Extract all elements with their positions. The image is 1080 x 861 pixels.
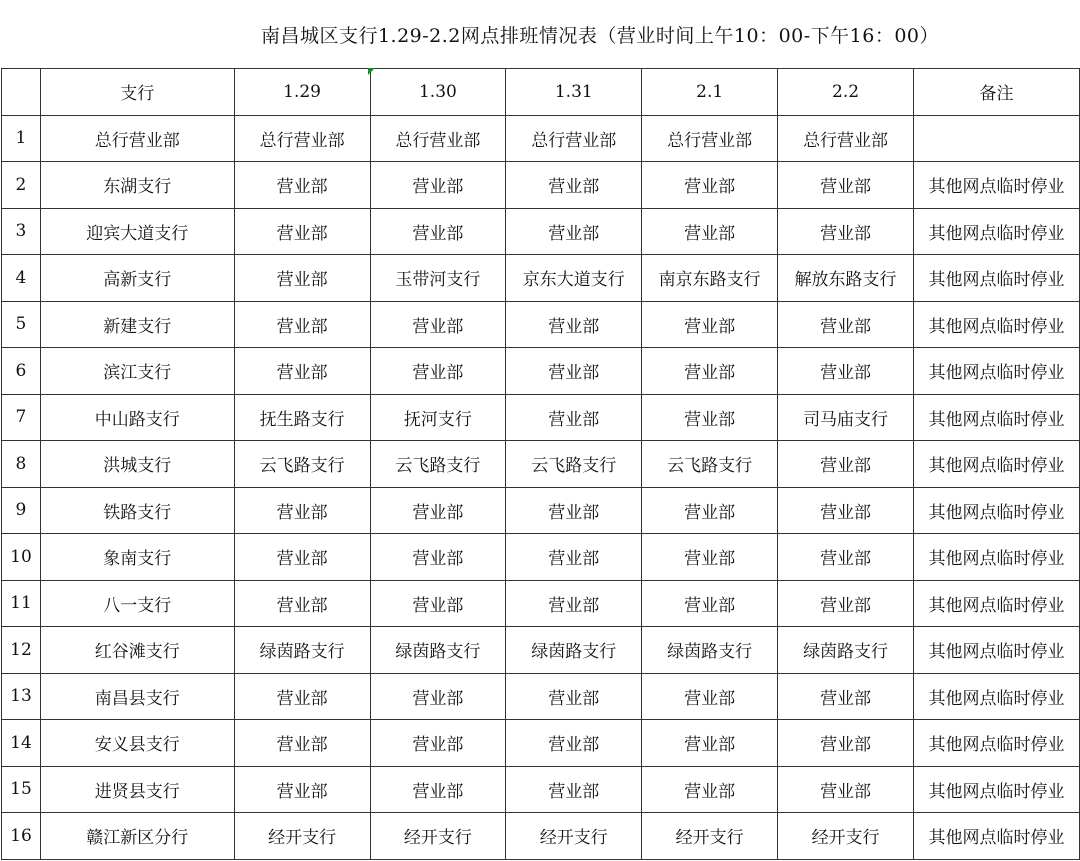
day-cell[interactable]: 营业部: [778, 673, 914, 720]
row-index-cell[interactable]: 16: [2, 813, 41, 860]
day-cell[interactable]: 经开支行: [370, 813, 506, 860]
day-cell[interactable]: 云飞路支行: [506, 441, 642, 488]
day-cell[interactable]: 总行营业部: [234, 115, 370, 162]
table-row: [2, 301, 1080, 348]
day-cell[interactable]: 营业部: [506, 720, 642, 767]
branch-cell[interactable]: 东湖支行: [40, 162, 234, 209]
branch-cell[interactable]: 铁路支行: [40, 487, 234, 534]
header-branch-cell[interactable]: 支行: [40, 69, 234, 116]
row-index-cell[interactable]: 8: [2, 441, 41, 488]
header-day-cell[interactable]: 1.29: [234, 69, 370, 116]
note-cell[interactable]: 其他网点临时停业: [914, 441, 1080, 488]
table-row: [2, 487, 1080, 534]
day-cell[interactable]: 云飞路支行: [642, 441, 778, 488]
day-cell[interactable]: 营业部: [506, 487, 642, 534]
day-cell[interactable]: 营业部: [234, 162, 370, 209]
day-cell[interactable]: 营业部: [506, 534, 642, 581]
note-cell[interactable]: 其他网点临时停业: [914, 720, 1080, 767]
day-cell[interactable]: 绿茵路支行: [370, 627, 506, 674]
day-cell[interactable]: 营业部: [506, 394, 642, 441]
header-day-cell[interactable]: 1.31: [506, 69, 642, 116]
table-row: [2, 534, 1080, 581]
day-cell[interactable]: 司马庙支行: [778, 394, 914, 441]
day-cell[interactable]: 营业部: [778, 534, 914, 581]
table-row: [2, 813, 1080, 860]
note-cell[interactable]: [914, 115, 1080, 162]
day-cell[interactable]: 营业部: [506, 580, 642, 627]
note-cell[interactable]: 其他网点临时停业: [914, 487, 1080, 534]
day-cell[interactable]: 总行营业部: [370, 115, 506, 162]
branch-cell[interactable]: 象南支行: [40, 534, 234, 581]
day-cell[interactable]: 云飞路支行: [370, 441, 506, 488]
day-cell[interactable]: 营业部: [370, 487, 506, 534]
branch-cell[interactable]: 迎宾大道支行: [40, 208, 234, 255]
table-row: [2, 115, 1080, 162]
day-cell[interactable]: 营业部: [370, 208, 506, 255]
branch-cell[interactable]: 新建支行: [40, 301, 234, 348]
branch-cell[interactable]: 总行营业部: [40, 115, 234, 162]
branch-cell[interactable]: 赣江新区分行: [40, 813, 234, 860]
table-row: [2, 208, 1080, 255]
header-day-cell[interactable]: 1.30: [370, 69, 506, 116]
day-cell[interactable]: 营业部: [506, 673, 642, 720]
day-cell[interactable]: 营业部: [234, 580, 370, 627]
day-cell[interactable]: 绿茵路支行: [234, 627, 370, 674]
day-cell[interactable]: 营业部: [370, 348, 506, 395]
note-cell[interactable]: 其他网点临时停业: [914, 627, 1080, 674]
table-row: [2, 348, 1080, 395]
day-cell[interactable]: 营业部: [642, 394, 778, 441]
day-cell[interactable]: 营业部: [642, 348, 778, 395]
day-cell[interactable]: 营业部: [778, 301, 914, 348]
note-cell[interactable]: 其他网点临时停业: [914, 813, 1080, 860]
day-cell[interactable]: 解放东路支行: [778, 255, 914, 302]
day-cell[interactable]: 营业部: [642, 301, 778, 348]
header-note-cell[interactable]: 备注: [914, 69, 1080, 116]
note-cell[interactable]: 其他网点临时停业: [914, 534, 1080, 581]
day-cell[interactable]: 营业部: [370, 720, 506, 767]
day-cell[interactable]: 营业部: [234, 720, 370, 767]
table-row: [2, 441, 1080, 488]
day-cell[interactable]: 营业部: [778, 580, 914, 627]
note-cell[interactable]: 其他网点临时停业: [914, 255, 1080, 302]
day-cell[interactable]: 抚生路支行: [234, 394, 370, 441]
day-cell[interactable]: 营业部: [370, 673, 506, 720]
branch-cell[interactable]: 安义县支行: [40, 720, 234, 767]
day-cell[interactable]: 南京东路支行: [642, 255, 778, 302]
day-cell[interactable]: 经开支行: [234, 813, 370, 860]
day-cell[interactable]: 营业部: [234, 534, 370, 581]
note-cell[interactable]: 其他网点临时停业: [914, 208, 1080, 255]
table-row: [2, 162, 1080, 209]
row-index-cell[interactable]: 10: [2, 534, 41, 581]
branch-cell[interactable]: 高新支行: [40, 255, 234, 302]
day-cell[interactable]: 京东大道支行: [506, 255, 642, 302]
day-cell[interactable]: 云飞路支行: [234, 441, 370, 488]
header-row: [2, 69, 1080, 116]
day-cell[interactable]: 绿茵路支行: [778, 627, 914, 674]
schedule-table: [1, 68, 1080, 860]
day-cell[interactable]: 营业部: [506, 162, 642, 209]
day-cell[interactable]: 营业部: [642, 208, 778, 255]
table-row: [2, 580, 1080, 627]
table-row: [2, 255, 1080, 302]
row-index-cell[interactable]: 11: [2, 580, 41, 627]
header-day-cell[interactable]: 2.1: [642, 69, 778, 116]
day-cell[interactable]: 总行营业部: [642, 115, 778, 162]
day-cell[interactable]: 营业部: [370, 301, 506, 348]
day-cell[interactable]: 营业部: [370, 766, 506, 813]
row-index-cell[interactable]: 7: [2, 394, 41, 441]
row-index-cell[interactable]: 6: [2, 348, 41, 395]
day-cell[interactable]: 营业部: [642, 673, 778, 720]
branch-cell[interactable]: 滨江支行: [40, 348, 234, 395]
branch-cell[interactable]: 中山路支行: [40, 394, 234, 441]
branch-cell[interactable]: 南昌县支行: [40, 673, 234, 720]
day-cell[interactable]: 营业部: [234, 208, 370, 255]
day-cell[interactable]: 营业部: [778, 441, 914, 488]
day-cell[interactable]: 绿茵路支行: [642, 627, 778, 674]
day-cell[interactable]: 经开支行: [778, 813, 914, 860]
row-index-cell[interactable]: 12: [2, 627, 41, 674]
day-cell[interactable]: 营业部: [506, 766, 642, 813]
table-row: [2, 720, 1080, 767]
note-cell[interactable]: 其他网点临时停业: [914, 348, 1080, 395]
day-cell[interactable]: 营业部: [642, 534, 778, 581]
day-cell[interactable]: 营业部: [234, 301, 370, 348]
row-index-cell[interactable]: 14: [2, 720, 41, 767]
day-cell[interactable]: 绿茵路支行: [506, 627, 642, 674]
day-cell[interactable]: 玉带河支行: [370, 255, 506, 302]
note-cell[interactable]: 其他网点临时停业: [914, 394, 1080, 441]
day-cell[interactable]: 营业部: [642, 720, 778, 767]
row-index-cell[interactable]: 2: [2, 162, 41, 209]
day-cell[interactable]: 经开支行: [642, 813, 778, 860]
day-cell[interactable]: 营业部: [506, 208, 642, 255]
branch-cell[interactable]: 八一支行: [40, 580, 234, 627]
day-cell[interactable]: 营业部: [778, 766, 914, 813]
day-cell[interactable]: 营业部: [370, 580, 506, 627]
day-cell[interactable]: 营业部: [370, 534, 506, 581]
cell-comment-marker: [368, 68, 375, 75]
page-title: 南昌城区支行1.29-2.2网点排班情况表（营业时间上午10：00-下午16：00）: [260, 24, 940, 47]
row-index-cell[interactable]: 3: [2, 208, 41, 255]
row-index-cell[interactable]: 9: [2, 487, 41, 534]
row-index-cell[interactable]: 5: [2, 301, 41, 348]
day-cell[interactable]: 营业部: [778, 162, 914, 209]
day-cell[interactable]: 营业部: [506, 348, 642, 395]
day-cell[interactable]: 营业部: [642, 580, 778, 627]
row-index-cell[interactable]: 4: [2, 255, 41, 302]
table-row: [2, 673, 1080, 720]
day-cell[interactable]: 营业部: [642, 487, 778, 534]
day-cell[interactable]: 营业部: [778, 348, 914, 395]
day-cell[interactable]: 营业部: [778, 208, 914, 255]
day-cell[interactable]: 抚河支行: [370, 394, 506, 441]
branch-cell[interactable]: 红谷滩支行: [40, 627, 234, 674]
note-cell[interactable]: 其他网点临时停业: [914, 766, 1080, 813]
day-cell[interactable]: 营业部: [778, 487, 914, 534]
day-cell[interactable]: 经开支行: [506, 813, 642, 860]
day-cell[interactable]: 营业部: [234, 673, 370, 720]
note-cell[interactable]: 其他网点临时停业: [914, 301, 1080, 348]
day-cell[interactable]: 总行营业部: [506, 115, 642, 162]
day-cell[interactable]: 营业部: [642, 162, 778, 209]
header-day-cell[interactable]: 2.2: [778, 69, 914, 116]
table-row: [2, 766, 1080, 813]
header-index-cell[interactable]: [2, 69, 41, 116]
day-cell[interactable]: 营业部: [234, 487, 370, 534]
day-cell[interactable]: 营业部: [642, 766, 778, 813]
row-index-cell[interactable]: 1: [2, 115, 41, 162]
day-cell[interactable]: 总行营业部: [778, 115, 914, 162]
note-cell[interactable]: 其他网点临时停业: [914, 580, 1080, 627]
day-cell[interactable]: 营业部: [506, 301, 642, 348]
branch-cell[interactable]: 洪城支行: [40, 441, 234, 488]
note-cell[interactable]: 其他网点临时停业: [914, 162, 1080, 209]
row-index-cell[interactable]: 13: [2, 673, 41, 720]
day-cell[interactable]: 营业部: [370, 162, 506, 209]
table-row: [2, 394, 1080, 441]
day-cell[interactable]: 营业部: [234, 348, 370, 395]
row-index-cell[interactable]: 15: [2, 766, 41, 813]
day-cell[interactable]: 营业部: [234, 255, 370, 302]
note-cell[interactable]: 其他网点临时停业: [914, 673, 1080, 720]
table-row: [2, 627, 1080, 674]
branch-cell[interactable]: 进贤县支行: [40, 766, 234, 813]
day-cell[interactable]: 营业部: [234, 766, 370, 813]
day-cell[interactable]: 营业部: [778, 720, 914, 767]
